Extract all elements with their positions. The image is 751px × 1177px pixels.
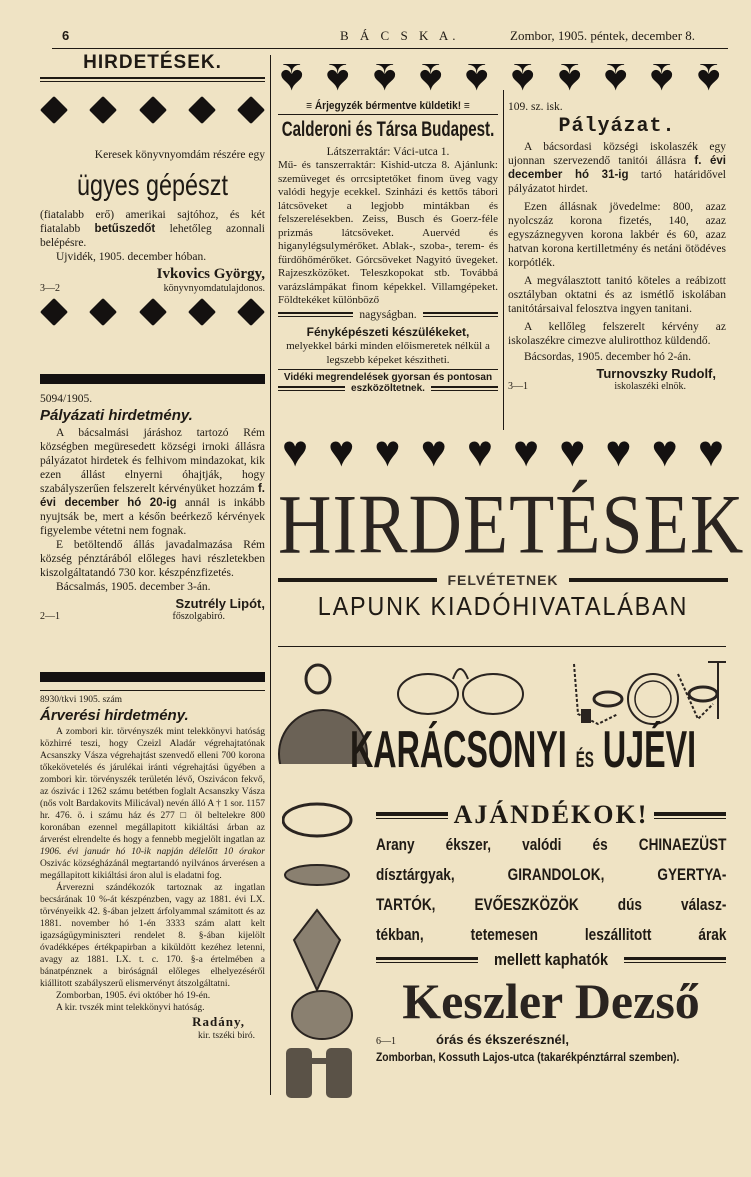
ad-gepesz bbox=[40, 148, 265, 294]
ad-code: 3—1 bbox=[508, 381, 528, 392]
rule-left bbox=[376, 812, 448, 819]
heart-icon: ♥ bbox=[466, 427, 493, 476]
ad-paragraph-3: A megválasztott tanitó köteles a reábizott osztályban oktatni és az ismétlő iskolában tanitótársaival felosztva ingyen tanitani. bbox=[508, 275, 726, 315]
ad-body-bold: betűszedőt bbox=[94, 223, 156, 235]
heart-ornament-row bbox=[282, 427, 724, 476]
ad-signer-title: főszolgabiró. bbox=[172, 611, 225, 622]
diamond-ornament-row-bottom bbox=[40, 298, 265, 326]
diamond-icon bbox=[237, 96, 265, 124]
ad-banner-text: Árjegyzék bérmentve küldetik! bbox=[314, 100, 462, 112]
rule bbox=[278, 646, 726, 647]
jeweler-address: Zomborban, Kossuth Lajos-utca (takarékpénztárral szemben). bbox=[376, 1050, 680, 1064]
ad-palyazat bbox=[508, 100, 726, 392]
heart-icon: ♥ bbox=[651, 427, 678, 476]
ad-ref: 8930/tkvi 1905. szám bbox=[40, 695, 123, 705]
ad-text-end: annál is inkább nyujtsák be, mert a későn beérkező kérvények figyelembe vétetni nem fognak. bbox=[40, 497, 266, 537]
ad-body-end-row bbox=[278, 308, 498, 322]
rule-left bbox=[278, 386, 345, 391]
ad-code: 2—1 bbox=[40, 611, 60, 622]
profession-row bbox=[376, 1032, 726, 1047]
section-title: HIRDETÉSEK. bbox=[83, 52, 222, 73]
diamond-icon bbox=[188, 96, 216, 124]
diamond-icon bbox=[40, 96, 68, 124]
jeweler-title bbox=[350, 720, 728, 790]
diamond-ornament-row-top bbox=[40, 96, 265, 124]
title-and: ÉS bbox=[575, 747, 594, 772]
ad-paragraph-1 bbox=[40, 726, 265, 882]
ad-banner bbox=[287, 100, 489, 112]
ad-palyazati-hirdetmeny bbox=[40, 392, 265, 622]
black-separator-bar bbox=[40, 374, 265, 384]
ad-auction-date: 1906. évi január hó 10-ik napján délelőtt 10 órakor bbox=[40, 847, 265, 857]
ad-body-end: nagyságban. bbox=[359, 308, 417, 321]
sub-headline: FELVÉTETNEK bbox=[447, 572, 559, 588]
header-rule bbox=[52, 48, 728, 49]
thin-rule bbox=[40, 690, 265, 691]
heart-icon: ♥ bbox=[374, 427, 401, 476]
product-list bbox=[376, 830, 726, 950]
jeweler-name: Keszler Dezső bbox=[402, 973, 700, 1029]
section-title-rule bbox=[40, 77, 265, 82]
available-row bbox=[376, 950, 726, 970]
ad-footer bbox=[40, 283, 265, 294]
ad-code: 3—2 bbox=[40, 283, 60, 294]
ad-title: Árverési hirdetmény. bbox=[40, 707, 189, 724]
ad-place-date: Ujvidék, 1905. december hóban. bbox=[56, 251, 207, 263]
ad-paragraph-1 bbox=[40, 426, 265, 538]
diamond-icon bbox=[139, 96, 167, 124]
spade-icon: ♠ bbox=[418, 54, 443, 103]
decorative-rule-icon: ≡ bbox=[306, 100, 315, 112]
rule-right bbox=[431, 386, 498, 391]
ad-place-date: Bácsordas, 1905. december hó 2-án. bbox=[524, 351, 692, 363]
spade-icon: ♠ bbox=[326, 54, 350, 103]
ring-icon bbox=[285, 865, 349, 885]
ad-title: Pályázat. bbox=[558, 115, 676, 138]
rule-left bbox=[278, 578, 437, 582]
ad-place-date: Bácsalmás, 1905. december 3-án. bbox=[56, 581, 211, 593]
ad-body bbox=[40, 208, 265, 250]
binoculars-icon bbox=[286, 1048, 352, 1098]
ring-icon bbox=[294, 910, 340, 990]
ad-text-end: Oszivác községházánál megtartandó nyilvános árverésen a megállapitott kikiáltási áron alul is eladatni fog. bbox=[40, 859, 265, 881]
ad-ref: 109. sz. isk. bbox=[508, 101, 563, 113]
spade-icon: ♠ bbox=[511, 54, 535, 103]
ad-signer: Radány, bbox=[192, 1014, 245, 1029]
gifts-heading: AJÁNDÉKOK! bbox=[453, 800, 649, 829]
jeweler-profession: órás és ékszerésznél, bbox=[436, 1032, 569, 1047]
rule-right bbox=[569, 578, 728, 582]
rule-left bbox=[278, 312, 353, 317]
spade-icon: ♠ bbox=[280, 54, 304, 103]
ad-rural-row bbox=[278, 383, 498, 394]
product-line-1: Arany ékszer, valódi és CHINAEZÜST bbox=[376, 835, 727, 854]
ad-signer: Turnovszky Rudolf, bbox=[596, 366, 716, 381]
ad-body-text-end: lehetőleg azonnali belépésre. bbox=[40, 223, 265, 249]
section-title-block bbox=[40, 52, 265, 82]
ad-text-end: tartó határidővel pályázatot hirdet. bbox=[508, 169, 726, 195]
ad-paragraph-2: E betöltendő állás javadalmazása Rém község pénztárából előleges havi részletekben kiszolgáltatandó 730 kor. készpénzfizetés. bbox=[40, 539, 265, 579]
ad-signer-title: könyvnyomdatulajdonos. bbox=[163, 283, 265, 294]
diamond-icon bbox=[139, 298, 167, 326]
spade-icon: ♠ bbox=[465, 54, 489, 103]
heart-icon: ♥ bbox=[697, 427, 724, 476]
ad-paragraph-2: Ezen állásnak jövedelme: 800, azaz nyolcszáz korona fizetés, 140, azaz egyszáznegyven korona lakbér és 60, azaz hatvan korona kertilletmény és netáni ötödéves korpótlék. bbox=[508, 201, 726, 269]
ad-deadline: f. évi december hó 20-ig bbox=[40, 483, 265, 509]
ad-signer: Szutrély Lipót, bbox=[175, 596, 265, 611]
rule-left bbox=[376, 957, 478, 963]
ad-paragraph-4: A kellőleg felszerelt kérvény az iskolaszékre cimezve alulirotthoz küldendő. bbox=[508, 321, 726, 347]
product-line-2: dísztárgyak, GIRANDOLOK, GYERTYA- bbox=[376, 865, 727, 884]
column-divider-left bbox=[270, 55, 271, 1095]
ad-signer: Ivkovics György, bbox=[156, 266, 265, 282]
ad-rural-line-2: eszközöltetnek. bbox=[351, 382, 425, 394]
title-line bbox=[350, 720, 697, 790]
heart-icon: ♥ bbox=[513, 427, 540, 476]
heart-icon: ♥ bbox=[328, 427, 355, 476]
ad-place-date: Zomborban, 1905. évi október hó 19-én. bbox=[56, 991, 211, 1001]
advertising-notice bbox=[278, 477, 745, 624]
ad-line-1: Látszerraktár: Váci-utca 1. bbox=[326, 146, 450, 158]
decorative-rule-icon: ≡ bbox=[461, 100, 470, 112]
big-headline: HIRDETÉSEK bbox=[278, 477, 745, 573]
product-line-3: TARTÓK, EVŐESZKÖZÖK dús válasz- bbox=[376, 895, 727, 914]
ad-ref: 5094/1905. bbox=[40, 393, 93, 405]
spade-icon: ♠ bbox=[696, 54, 720, 103]
ad-code: 6—1 bbox=[376, 1036, 396, 1047]
title-new-year: UJÉVI bbox=[602, 721, 697, 779]
spade-icon: ♠ bbox=[603, 54, 628, 103]
black-separator-bar bbox=[40, 672, 265, 682]
heart-icon: ♥ bbox=[282, 427, 309, 476]
diamond-icon bbox=[89, 96, 117, 124]
diamond-icon bbox=[89, 298, 117, 326]
ad-authority: A kir. tvszék mint telekkönyvi hatóság. bbox=[56, 1003, 205, 1013]
rule-right bbox=[423, 312, 498, 317]
ad-footer bbox=[40, 611, 265, 622]
heart-icon: ♥ bbox=[420, 427, 447, 476]
column-divider-right bbox=[503, 90, 504, 430]
sub-row bbox=[278, 572, 728, 588]
ad-paragraph-1 bbox=[508, 140, 726, 196]
ad-arveresi-hirdetmeny bbox=[40, 694, 265, 1042]
diamond-icon bbox=[40, 298, 68, 326]
product-line-5: mellett kaphatók bbox=[493, 950, 609, 969]
gifts-row bbox=[376, 800, 726, 830]
page-number: 6 bbox=[62, 28, 70, 43]
ad-calderoni bbox=[278, 100, 498, 394]
heart-icon: ♥ bbox=[559, 427, 586, 476]
ad-deadline: f. évi december hó 31-ig bbox=[508, 155, 726, 181]
ad-signer-title: kir. tszéki biró. bbox=[198, 1031, 255, 1041]
watch-chain-icon bbox=[574, 662, 726, 724]
diamond-icon bbox=[188, 298, 216, 326]
ad-rural-line-1: Vidéki megrendelések gyorsan és pontosan bbox=[283, 371, 493, 383]
ring-icon bbox=[292, 991, 352, 1039]
ad-paragraph-2: Árverezni szándékozók tartoznak az ingatlan becsárának 10 %-át készpénzben, vagy az 1881. évi LX. törvényeikk 42. §-ában jelzett árfolyammal számitott és az 1881. november hó 1-én 3333 szám alatt kelt igazságügyminiszteri rendelet 8. §-ában kijelölt óvadékképes értékpapirban a kiküldött kezéhez letenni, avagy az 1881. LX. t. c. 170. §-a értelmében a bánatpénznek a biróságnál előleges elhelyezéséről kiállitott szabályszerű elismervényt átszolgáltatni. bbox=[40, 883, 265, 989]
rule-right bbox=[624, 957, 726, 963]
sub-headline-2: LAPUNK KIADÓHIVATALÁBAN bbox=[317, 591, 689, 621]
ad-text: A zombori kir. törvényszék mint telekkönyvi hatóság közhirré teszi, hogy Czeizl Aladár végrehajtatónak Acsanszky Vásza végrehajtást szenvedő elleni 700 korona tőkekövetelés és járulékai iránti végrehajtási ügyében a zombori kir. törvényszék területén lévő, Oszivácon fekvő, az ószivác i 1262 számu betétben foglalt Acsanszky Vásza (nős volt Bardakovits Milicával) nevén álló A † 1 sor. 1157 hr. 476. ö. i számu ház és 277 □ öl beltelekre 800 koronában ezennel megállapitott kikiáltási árban az árverést elrendelte és hogy a fennebb megjelölt ingatlan az bbox=[40, 727, 265, 845]
ring-illustrations bbox=[282, 800, 362, 1100]
ad-text: A bácsalmási járáshoz tartozó Rém községben megüresedett községi irnoki állásra pályázatot hirdetek és felhivom mindazokat, kik ezen állást elnyerni óhajtják, hogy szabályszerűen felszerelt kérvényüket hozzám bbox=[40, 427, 265, 495]
diamond-icon bbox=[237, 298, 265, 326]
ad-headline: ügyes gépészt bbox=[77, 169, 228, 202]
ad-footer bbox=[508, 381, 726, 392]
ad-body-text: (fiatalabb erő) amerikai sajtóhoz, és két fiatalabb bbox=[40, 209, 265, 235]
spade-icon: ♠ bbox=[650, 54, 674, 103]
spade-icon: ♠ bbox=[557, 54, 582, 103]
heart-icon: ♥ bbox=[605, 427, 632, 476]
spade-icon: ♠ bbox=[372, 54, 396, 103]
ad-firm-name: Calderoni és Társa Budapest. bbox=[281, 118, 495, 141]
ad-body: Mű- és tanszerraktár: Kishid-utcza 8. Ajánlunk: szemüveget és orrcsiptetőket finom üveg vagy valódi hegyje ecekkel. Szinházi és kettős tábori látcsöveket a legjobb mintákban és felszerelésekben. Zeiss, Busch és Goerz-féle prizmás látcsöveket. Auervéd és higanylégsulymérőket. Ablak-, szoba-, terem- és fürdőhőmérőket. Górcsöveket Nagyitó üvegeket. Rajzeszközöket. Teleszkopokat stb. Továbbá varázslámpákat finom képekkel. Villamgépeket. Földtekéket különböző bbox=[278, 159, 498, 306]
dateline: Zombor, 1905. péntek, december 8. bbox=[510, 28, 696, 43]
paper-title: B Á C S K A. bbox=[340, 28, 460, 43]
rule-right bbox=[654, 812, 726, 819]
ad-photo-title: Fényképészeti készülékeket, bbox=[306, 324, 470, 339]
ad-signer-title: iskolaszéki elnök. bbox=[614, 381, 686, 392]
product-line-4: tékban, tetemesen leszállitott árak bbox=[376, 925, 727, 944]
ring-icon bbox=[283, 804, 351, 836]
pince-nez-icon bbox=[398, 669, 523, 714]
ad-intro: Keresek könyvnyomdám részére egy bbox=[94, 149, 265, 161]
page-header bbox=[0, 22, 751, 44]
jeweler-ad-body bbox=[376, 800, 726, 1064]
spade-ornament-row bbox=[280, 54, 720, 103]
rule bbox=[278, 369, 498, 370]
ad-title: Pályázati hirdetmény. bbox=[40, 407, 193, 424]
ad-photo-body: melyekkel bárki minden előismeretek nélkül a legszebb képeket készitheti. bbox=[286, 339, 490, 366]
ad-text: A bácsordasi községi iskolaszék egy ujonnan szervezendő tanitói állásra bbox=[508, 141, 726, 167]
title-christmas: KARÁCSONYI bbox=[350, 721, 567, 779]
